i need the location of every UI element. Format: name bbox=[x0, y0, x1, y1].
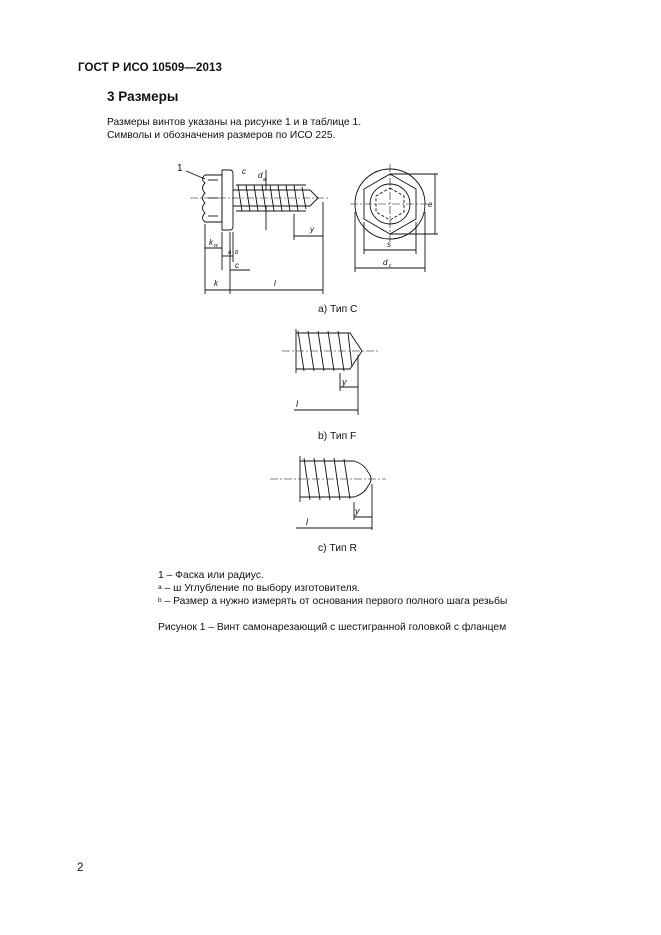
note-b-mark: b bbox=[158, 597, 162, 605]
caption-type-c: a) Тип С bbox=[318, 304, 358, 315]
type-f-label-y: y bbox=[342, 377, 347, 387]
label-b: b bbox=[235, 250, 239, 256]
label-kw-sub: w bbox=[214, 243, 218, 249]
section-title: 3 Размеры bbox=[107, 89, 179, 104]
label-s: s bbox=[387, 240, 391, 249]
document-header: ГОСТ Р ИСО 10509—2013 bbox=[78, 62, 223, 74]
label-dc-sub: c bbox=[389, 263, 392, 269]
label-e: e bbox=[428, 200, 433, 209]
note-1: 1 – Фаска или радиус. bbox=[158, 570, 264, 581]
figure-type-r-drawing bbox=[268, 452, 388, 532]
intro-line-2: Символы и обозначения размеров по ИСО 225. bbox=[107, 130, 336, 141]
caption-type-r: c) Тип R bbox=[318, 543, 357, 554]
note-a-mark: a bbox=[158, 584, 162, 592]
page-number: 2 bbox=[77, 862, 84, 874]
label-c: c bbox=[235, 261, 239, 270]
label-l: l bbox=[274, 279, 276, 288]
type-r-label-y: y bbox=[355, 506, 360, 516]
label-k: k bbox=[214, 279, 218, 288]
label-y: y bbox=[310, 225, 314, 234]
callout-leader bbox=[186, 171, 205, 179]
label-a: a bbox=[228, 250, 232, 256]
figure-caption: Рисунок 1 – Винт самонарезающий с шестигранной головкой с фланцем bbox=[158, 622, 507, 633]
note-a-text: – ш Углубление по выбору изготовителя. bbox=[161, 583, 361, 595]
intro-line-1: Размеры винтов указаны на рисунке 1 и в таблице 1. bbox=[107, 117, 362, 128]
figure-notes bbox=[158, 569, 507, 609]
caption-type-f: b) Тип F bbox=[318, 431, 357, 442]
callout-1: 1 bbox=[177, 163, 183, 174]
type-r-label-l: l bbox=[306, 517, 308, 527]
note-b-text: – Размер a нужно измерять от основания первого полного шага резьбы bbox=[161, 596, 508, 608]
note-a bbox=[158, 582, 507, 595]
label-dc: d bbox=[383, 258, 388, 267]
label-ds: d bbox=[258, 171, 263, 180]
type-f-label-l: l bbox=[296, 399, 298, 409]
screw-head bbox=[203, 175, 223, 222]
figure-type-f-drawing bbox=[280, 325, 380, 421]
figure-type-c-drawing bbox=[160, 152, 450, 302]
label-ds-sub: a bbox=[263, 177, 266, 183]
screw-flange bbox=[222, 170, 233, 230]
intro-text bbox=[107, 116, 361, 142]
label-kw: k bbox=[209, 238, 213, 247]
note-b bbox=[158, 595, 507, 608]
label-c-top: c bbox=[242, 167, 246, 176]
